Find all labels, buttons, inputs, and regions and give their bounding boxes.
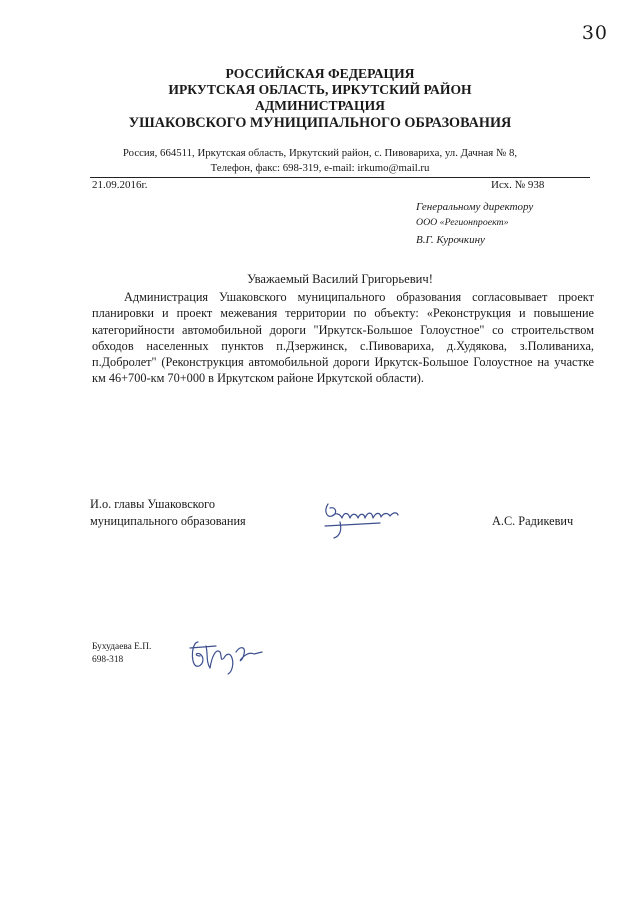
letterhead-line-1: РОССИЙСКАЯ ФЕДЕРАЦИЯ <box>225 66 415 81</box>
executor-block <box>92 641 151 667</box>
letter-body: Администрация Ушаковского муниципального образования согласовывает проект планировки и проект межевания территории по объекту: «Реконструкция и повышение категорийности автомобильной дороги "Иркутск-Большое Голоустное" со строительством обходов населенных пунктов п.Дзержинск, с.Пивовариха, д.Худякова, з.Поливаниха, п.Добролет" (Реконструкция автомобильной дороги Иркутск-Большое Голоустное на участке км 46+700-км 70+000 в Иркутском районе Иркутской области). <box>92 290 594 386</box>
signatory-position-line-2: муниципального образования <box>90 514 246 528</box>
contact-phone: Телефон, факс: 698-319, e-mail: irkumo@mail.ru <box>210 162 430 174</box>
signatory-position-line-1: И.о. главы Ушаковского <box>90 497 216 511</box>
addressee-position: Генеральному директору <box>416 201 534 213</box>
letterhead-contacts <box>0 146 640 176</box>
handwritten-signature-icon <box>320 496 402 542</box>
contact-address: Россия, 664511, Иркутская область, Иркутский район, с. Пивовариха, ул. Дачная № 8, <box>122 147 518 159</box>
letterhead-line-4: УШАКОВСКОГО МУНИЦИПАЛЬНОГО ОБРАЗОВАНИЯ <box>128 114 512 131</box>
letterhead-line-3: АДМИНИСТРАЦИЯ <box>255 98 385 114</box>
outgoing-reference: Исх. № 938 <box>491 179 545 191</box>
page-number: 30 <box>581 22 608 44</box>
executor-signature-icon <box>186 632 266 676</box>
signatory-name: А.С. Радикевич <box>492 514 574 528</box>
executor-name: Бухудаева Е.П. <box>92 642 152 652</box>
letterhead <box>0 66 640 131</box>
addressee-block <box>416 199 533 248</box>
addressee-name: В.Г. Курочкину <box>416 233 485 246</box>
addressee-company: ООО «Регионпроект» <box>416 217 509 229</box>
greeting: Уважаемый Василий Григорьевич! <box>247 272 433 286</box>
executor-phone: 698-318 <box>92 655 124 665</box>
signatory-position <box>90 496 246 530</box>
letterhead-line-2: ИРКУТСКАЯ ОБЛАСТЬ, ИРКУТСКИЙ РАЙОН <box>168 82 472 98</box>
header-divider <box>90 177 590 178</box>
letter-date: 21.09.2016г. <box>92 179 148 191</box>
